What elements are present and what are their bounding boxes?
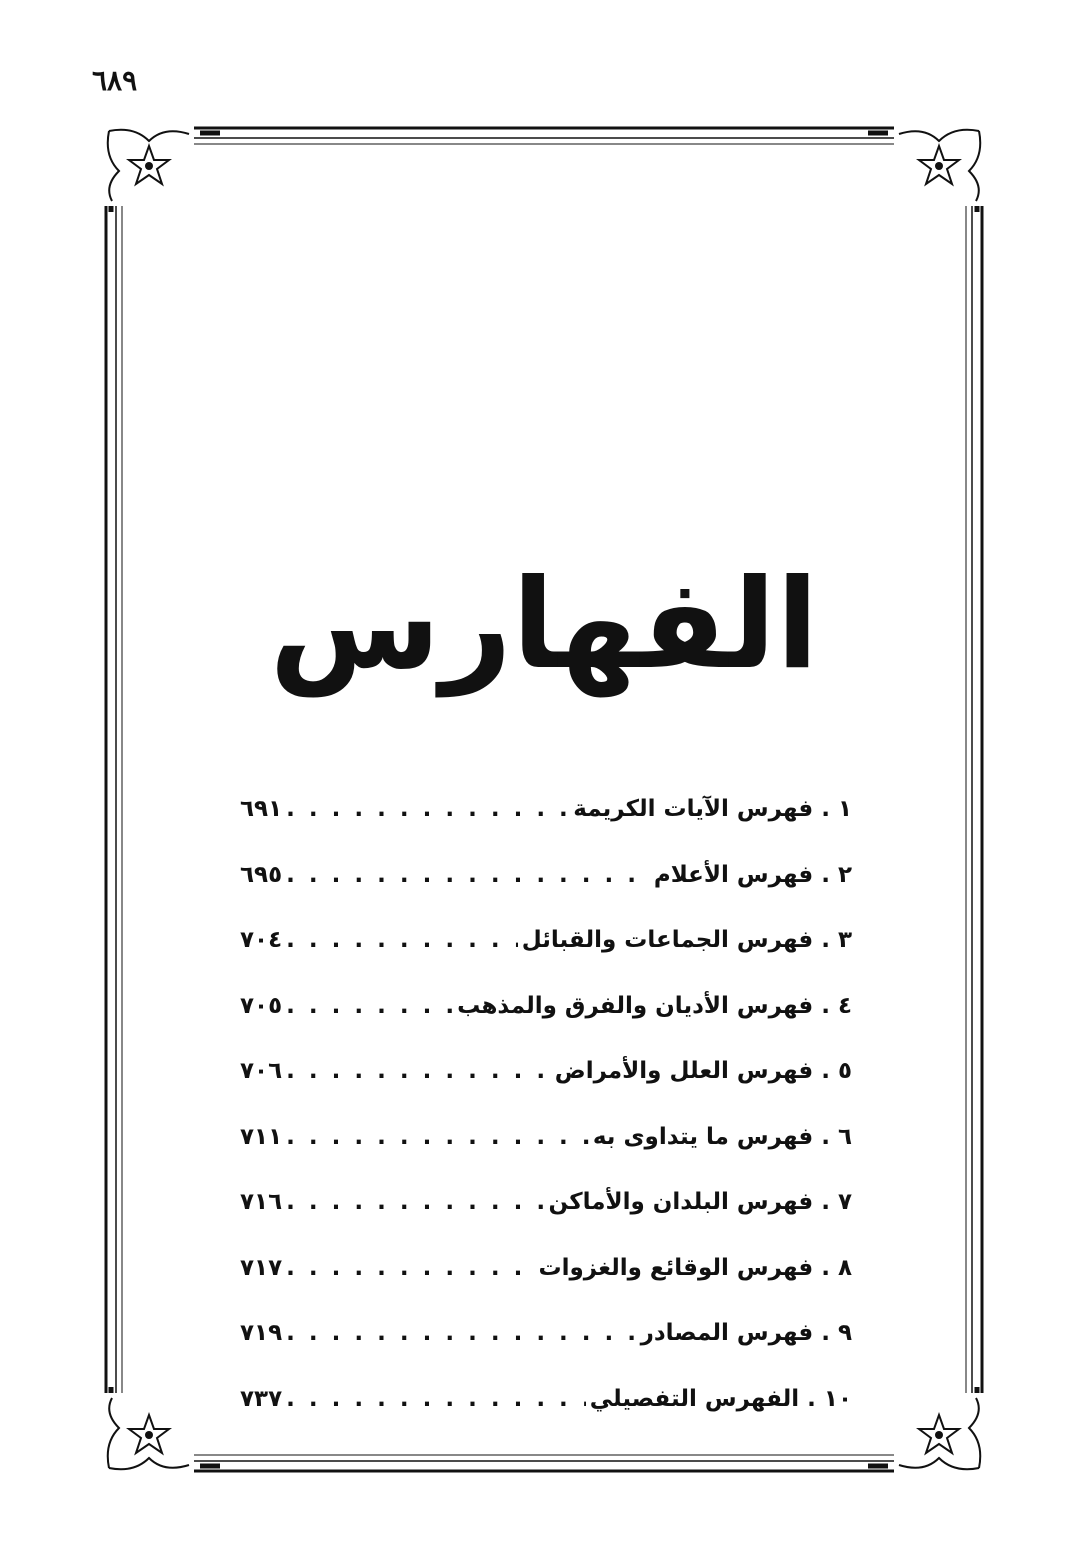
toc-item-label: ٧ . فهرس البلدان والأماكن [548, 1189, 852, 1215]
toc-item-page: ٧١٩ [240, 1320, 283, 1346]
toc-item-page: ٧٠٥ [240, 992, 283, 1019]
toc-item-page: ٦٩٥ [240, 861, 283, 888]
toc-item-label: ٨ . فهرس الوقائع والغزوات [538, 1254, 852, 1281]
toc-item-page: ٧٣٧ [240, 1385, 283, 1412]
page-title: الفهارس [269, 553, 819, 697]
star-ornament-icon [894, 1393, 984, 1473]
toc-leader-dots [286, 1124, 589, 1150]
star-ornament-icon [104, 1393, 194, 1473]
toc-item-label: ٩ . فهرس المصادر [640, 1320, 852, 1346]
toc-leader-dots [286, 1386, 586, 1412]
toc-leader-dots [286, 796, 569, 822]
toc-item [240, 993, 852, 1059]
toc-leader-dots [286, 1189, 544, 1215]
toc-item-label: ١ . فهرس الآيات الكريمة [573, 796, 852, 822]
toc-item [240, 1320, 852, 1386]
toc-item [240, 1255, 852, 1321]
toc-item-page: ٧٠٦ [240, 1058, 283, 1084]
toc-item-label: ١٠ . الفهرس التفصيلي [589, 1385, 852, 1412]
toc-leader-dots [286, 993, 453, 1019]
toc-item [240, 1189, 852, 1255]
toc-item-label: ٦ . فهرس ما يتداوى به [592, 1123, 852, 1150]
toc-item-label: ٣ . فهرس الجماعات والقبائل [521, 927, 852, 953]
page-number: ٦٨٩ [92, 64, 138, 97]
toc-item-label: ٤ . فهرس الأديان والفرق والمذهب [457, 992, 852, 1019]
star-ornament-icon [104, 126, 194, 206]
toc-leader-dots [286, 862, 650, 888]
toc-item-page: ٧١٧ [240, 1254, 283, 1281]
toc-leader-dots [286, 1255, 534, 1281]
toc-item [240, 1124, 852, 1190]
toc-item-page: ٧١١ [240, 1123, 283, 1150]
table-of-contents [240, 796, 852, 1451]
toc-item [240, 1058, 852, 1124]
toc-leader-dots [286, 927, 518, 953]
star-ornament-icon [894, 126, 984, 206]
toc-item-label: ٥ . فهرس العلل والأمراض [554, 1058, 852, 1084]
toc-item-label: ٢ . فهرس الأعلام [653, 861, 852, 888]
toc-item [240, 862, 852, 928]
toc-leader-dots [286, 1058, 551, 1084]
toc-item [240, 927, 852, 993]
toc-item-page: ٦٩١ [240, 796, 283, 822]
toc-leader-dots [286, 1320, 636, 1346]
toc-item [240, 796, 852, 862]
toc-item-page: ٧٠٤ [240, 927, 283, 953]
toc-item [240, 1386, 852, 1452]
toc-item-page: ٧١٦ [240, 1189, 283, 1215]
